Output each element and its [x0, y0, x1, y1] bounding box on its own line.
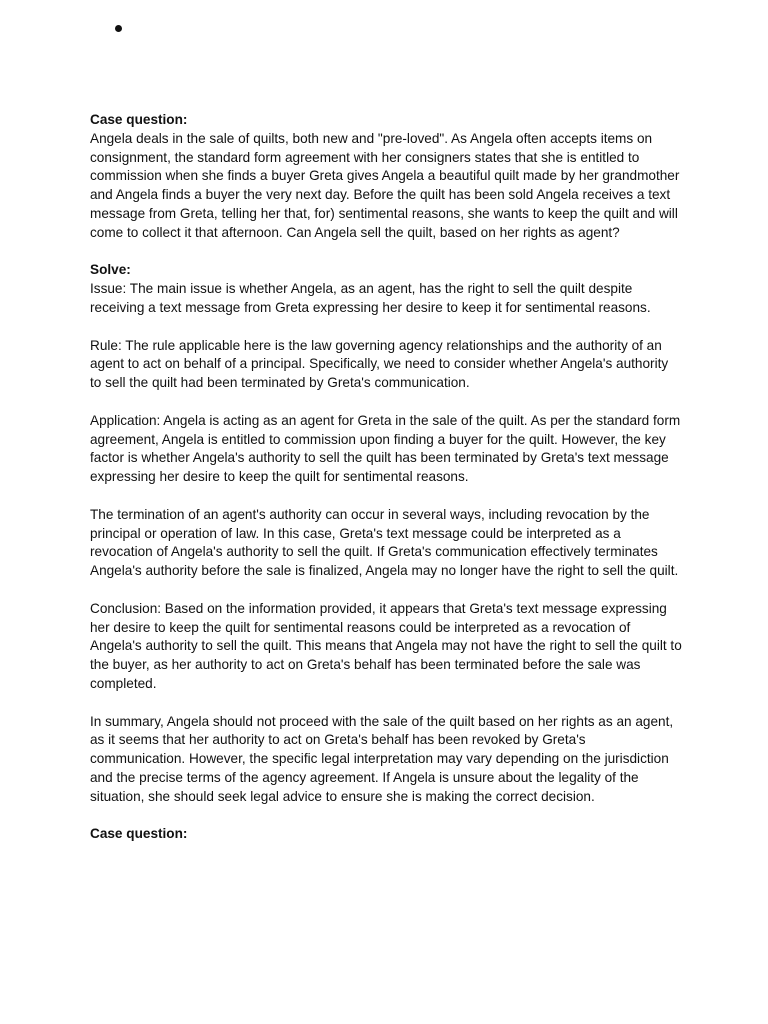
document-body	[90, 111, 682, 844]
issue-paragraph: Issue: The main issue is whether Angela, as an agent, has the right to sell the quilt despite receiving a text message from Greta expressing her desire to keep it for sentimental reasons.	[90, 281, 651, 315]
summary-paragraph: In summary, Angela should not proceed with the sale of the quilt based on her rights as an agent, as it seems that her authority to act on Greta's behalf has been revoked by Greta's communication. However, the specific legal interpretation may vary depending on the jurisdiction and the precise terms of the agency agreement. If Angela is unsure about the legality of the situation, she should seek legal advice to ensure she is making the correct decision.	[90, 713, 674, 804]
solve-heading: Solve:	[90, 262, 131, 278]
application-paragraph: Application: Angela is acting as an agent for Greta in the sale of the quilt. As per the standard form agreement, Angela is entitled to commission upon finding a buyer for the quilt. However, the key factor is whether Angela's authority to sell the quilt has been terminated by Greta's text message expressing her desire to keep the quilt for sentimental reasons.	[90, 412, 681, 485]
termination-paragraph: The termination of an agent's authority can occur in several ways, including revocation by the principal or operation of law. In this case, Greta's text message could be interpreted as a revocation of Angela's authority to sell the quilt. If Greta's communication effectively terminates Angela's authority before the sale is finalized, Angela may no longer have the right to sell the quilt.	[90, 506, 679, 579]
bullet-icon	[115, 25, 122, 32]
case-question-heading: Case question:	[90, 112, 188, 127]
case-question-text: Angela deals in the sale of quilts, both new and "pre-loved". As Angela often accepts items on consignment, the standard form agreement with her consigners states that she is entitled to commission when she finds a buyer Greta gives Angela a beautiful quilt made by her grandmother and Angela finds a buyer the very next day. Before the quilt has been sold Angela receives a text message from Greta, telling her that, for) sentimental reasons, she wants to keep the quilt and will come to collect it that afternoon. Can Angela sell the quilt, based on her rights as agent?	[90, 130, 680, 240]
rule-paragraph: Rule: The rule applicable here is the law governing agency relationships and the authority of an agent to act on behalf of a principal. Specifically, we need to consider whether Angela's authority to sell the quilt had been terminated by Greta's communication.	[90, 337, 669, 391]
conclusion-paragraph: Conclusion: Based on the information provided, it appears that Greta's text message expressing her desire to keep the quilt for sentimental reasons could be interpreted as a revocation of Angela's authority to sell the quilt. This means that Angela may not have the right to sell the quilt to the buyer, as her authority to act on Greta's behalf has been terminated before the sale was completed.	[90, 600, 682, 691]
next-case-question-heading: Case question:	[90, 826, 188, 842]
